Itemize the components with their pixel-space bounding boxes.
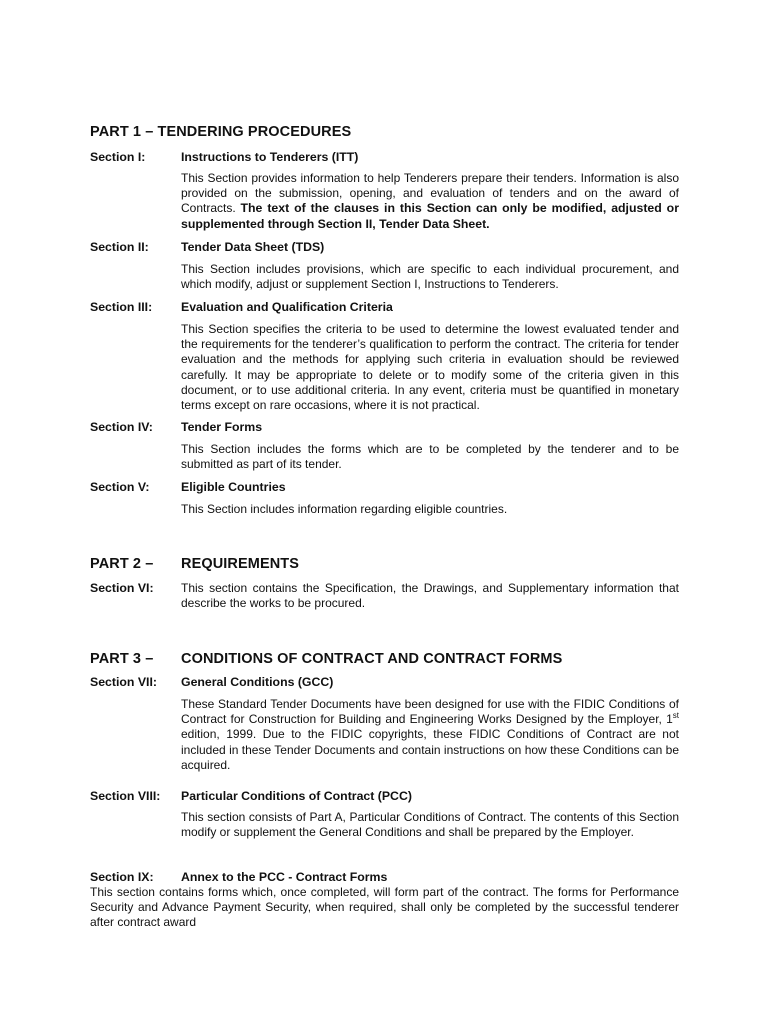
- section-1-label: Section I:: [90, 150, 146, 164]
- section-7-title: General Conditions (GCC): [181, 675, 334, 689]
- section-1-text-bold: The text of the clauses in this Section can only be modified, adjusted or supplemented through Section II, Tender Data Sheet.: [181, 201, 679, 231]
- section-3-text: This Section specifies the criteria to be used to determine the lowest evaluated tender and the requirements for the tenderer’s qualification to perform the contract. The criteria for tender evaluation and the methods for applying such criteria in evaluation should be reviewed carefully. It may be appropriate to delete or to modify some of the criteria given in this document, or to use additional criteria. In any event, criteria must be quantified in monetary terms except on rare occasions, where it is not practical.: [181, 322, 679, 413]
- section-1-title: Instructions to Tenderers (ITT): [181, 150, 359, 164]
- section-9-text: This section contains forms which, once completed, will form part of the contract. The forms for Performance Security and Advance Payment Security, when required, shall only be completed by the successful tenderer after contract award: [90, 885, 679, 930]
- section-7-text-a: These Standard Tender Documents have been designed for use with the FIDIC Conditions of Contract for Construction for Building and Engineering Works Designed by the Employer, 1: [181, 697, 679, 727]
- section-8-label: Section VIII:: [90, 789, 161, 803]
- section-5-text: This Section includes information regarding eligible countries.: [181, 502, 508, 516]
- section-3-label: Section III:: [90, 300, 153, 314]
- section-7-text: [181, 697, 679, 773]
- part1-heading-text: PART 1 – TENDERING PROCEDURES: [90, 124, 352, 140]
- section-1-text-plain: This Section provides information to help Tenderers prepare their tenders. Information is also provided on the submission, opening, and evaluation of tenders and on the award of Contracts.: [181, 171, 679, 216]
- section-3-title: Evaluation and Qualification Criteria: [181, 300, 393, 314]
- section-5-title: Eligible Countries: [181, 480, 286, 494]
- section-2-title: Tender Data Sheet (TDS): [181, 240, 325, 254]
- section-4-label: Section IV:: [90, 420, 153, 434]
- section-9-title: Annex to the PCC - Contract Forms: [181, 870, 388, 884]
- section-2-label: Section II:: [90, 240, 149, 254]
- section-8-title: Particular Conditions of Contract (PCC): [181, 789, 412, 803]
- section-2-text: This Section includes provisions, which are specific to each individual procurement, and which modify, adjust or supplement Section I, Instructions to Tenderers.: [181, 262, 679, 292]
- section-8-text: This section consists of Part A, Particular Conditions of Contract. The contents of this Section modify or supplement the General Conditions and shall be prepared by the Employer.: [181, 810, 679, 840]
- part3-title: CONDITIONS OF CONTRACT AND CONTRACT FORMS: [181, 651, 563, 667]
- section-7-label: Section VII:: [90, 675, 157, 689]
- section-6-text: This section contains the Specification, the Drawings, and Supplementary information that describe the works to be procured.: [181, 581, 679, 611]
- section-6-label: Section VI:: [90, 581, 154, 595]
- section-7-text-b: edition, 1999. Due to the FIDIC copyrights, these FIDIC Conditions of Contract are not included in these Tender Documents and contain instructions on how these Conditions can be acquired.: [181, 727, 679, 772]
- section-1-text: [181, 171, 679, 232]
- section-7-text-sup: st: [672, 711, 679, 721]
- section-9-label: Section IX:: [90, 870, 154, 884]
- section-4-title: Tender Forms: [181, 420, 263, 434]
- part2-title: REQUIREMENTS: [181, 556, 300, 572]
- part3-label: PART 3 –: [90, 651, 154, 667]
- section-4-text: This Section includes the forms which are to be completed by the tenderer and to be submitted as part of its tender.: [181, 442, 679, 472]
- section-5-label: Section V:: [90, 480, 150, 494]
- part2-label: PART 2 –: [90, 556, 154, 572]
